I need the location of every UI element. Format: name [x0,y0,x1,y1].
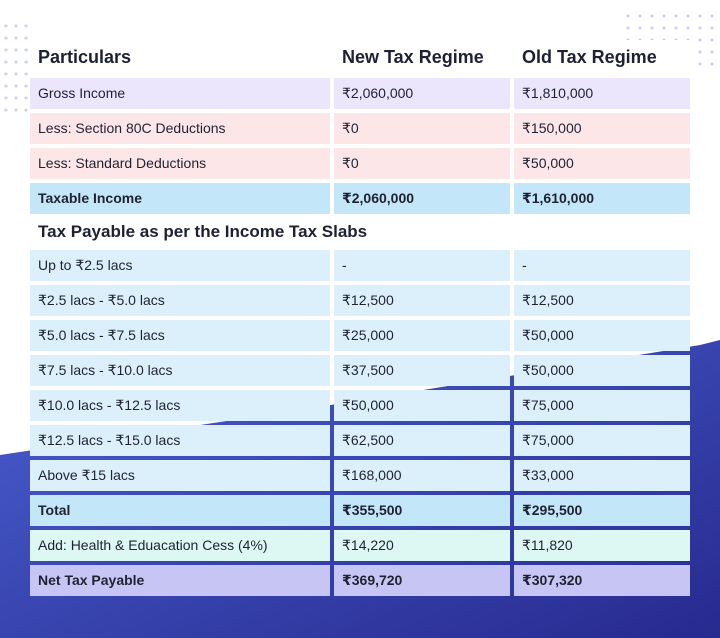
old-regime-value: ₹75,000 [514,390,690,421]
tax-comparison-table [30,40,690,596]
row-label: ₹5.0 lacs - ₹7.5 lacs [30,320,330,351]
row-gross-income [30,78,690,109]
row-label: Less: Standard Deductions [30,148,330,179]
row-net-tax-payable [30,565,690,596]
row-total [30,495,690,526]
row-label: Up to ₹2.5 lacs [30,250,330,281]
old-regime-value: ₹12,500 [514,285,690,316]
row-standard-deductions [30,148,690,179]
row-label: Gross Income [30,78,330,109]
row-label: ₹12.5 lacs - ₹15.0 lacs [30,425,330,456]
table-row [30,250,690,281]
row-label: ₹7.5 lacs - ₹10.0 lacs [30,355,330,386]
row-label: ₹2.5 lacs - ₹5.0 lacs [30,285,330,316]
new-regime-value: ₹25,000 [334,320,510,351]
new-regime-value: ₹0 [334,148,510,179]
old-regime-value: ₹50,000 [514,355,690,386]
old-regime-value: - [514,250,690,281]
header-particulars: Particulars [30,40,330,74]
row-label: Above ₹15 lacs [30,460,330,491]
row-label: Add: Health & Eduacation Cess (4%) [30,530,330,561]
header-new-regime: New Tax Regime [334,40,510,74]
new-regime-value: - [334,250,510,281]
old-regime-value: ₹11,820 [514,530,690,561]
row-label: Net Tax Payable [30,565,330,596]
dot-pattern-left [0,18,30,128]
old-regime-value: ₹50,000 [514,148,690,179]
table-row [30,320,690,351]
old-regime-value: ₹150,000 [514,113,690,144]
old-regime-value: ₹33,000 [514,460,690,491]
table-row [30,460,690,491]
row-label: Less: Section 80C Deductions [30,113,330,144]
new-regime-value: ₹2,060,000 [334,78,510,109]
old-regime-value: ₹295,500 [514,495,690,526]
row-taxable-income [30,183,690,214]
row-section-80c [30,113,690,144]
row-label: Total [30,495,330,526]
table-row [30,285,690,316]
old-regime-value: ₹1,610,000 [514,183,690,214]
new-regime-value: ₹355,500 [334,495,510,526]
new-regime-value: ₹168,000 [334,460,510,491]
old-regime-value: ₹75,000 [514,425,690,456]
new-regime-value: ₹369,720 [334,565,510,596]
new-regime-value: ₹62,500 [334,425,510,456]
new-regime-value: ₹50,000 [334,390,510,421]
old-regime-value: ₹1,810,000 [514,78,690,109]
new-regime-value: ₹14,220 [334,530,510,561]
table-row [30,355,690,386]
section-title-tax-slabs: Tax Payable as per the Income Tax Slabs [30,214,686,250]
table-row [30,425,690,456]
header-old-regime: Old Tax Regime [514,40,690,74]
table-header-row [30,40,690,74]
row-label: ₹10.0 lacs - ₹12.5 lacs [30,390,330,421]
new-regime-value: ₹2,060,000 [334,183,510,214]
new-regime-value: ₹12,500 [334,285,510,316]
new-regime-value: ₹37,500 [334,355,510,386]
old-regime-value: ₹50,000 [514,320,690,351]
row-health-education-cess [30,530,690,561]
new-regime-value: ₹0 [334,113,510,144]
row-label: Taxable Income [30,183,330,214]
old-regime-value: ₹307,320 [514,565,690,596]
table-row [30,390,690,421]
